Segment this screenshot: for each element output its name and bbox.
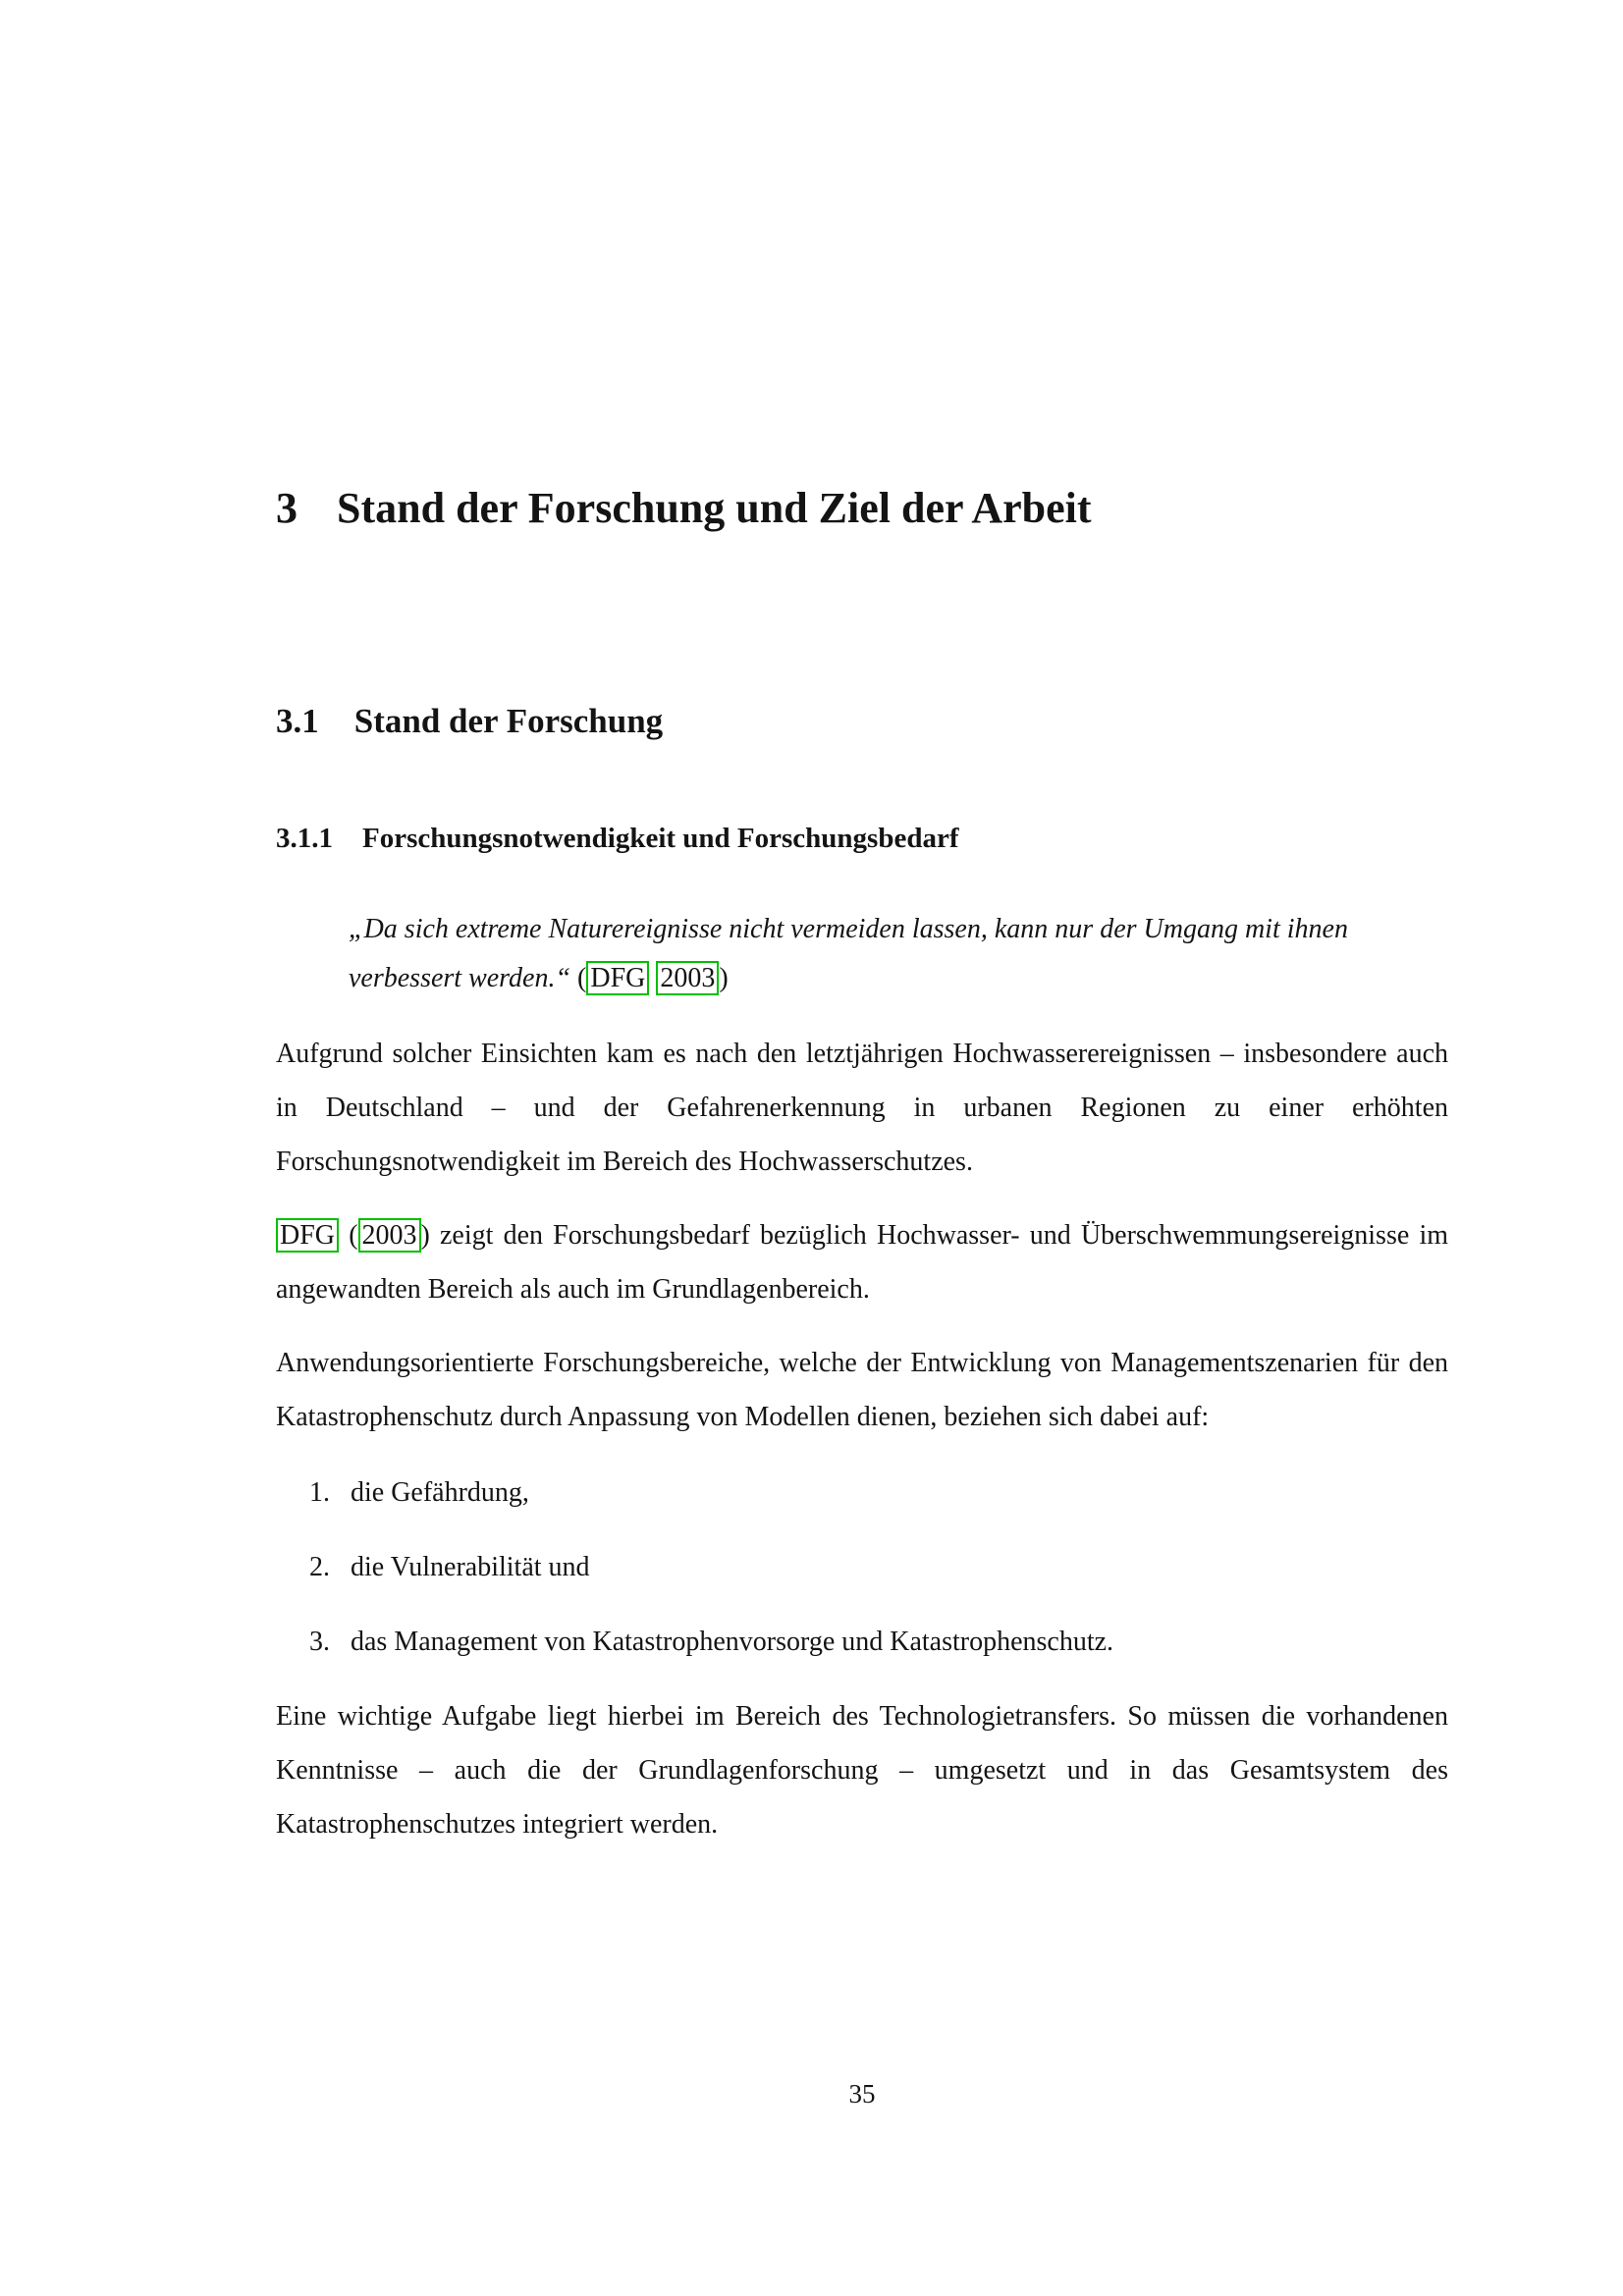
list-item [276,1540,1448,1594]
section-title: Stand der Forschung [353,702,664,740]
block-quote [349,905,1380,1003]
paragraph-technologietransfer: Eine wichtige Aufgabe liegt hierbei im Bereich des Technologietransfers. So müssen die vorhandenen Kenntnisse – auch die der Grundlagenforschung – umgesetzt und in das Gesamtsystem des Katastrophenschutzes integriert werden. [276,1701,1448,1840]
subsection-title: Forschungsnotwendigkeit und Forschungsbedarf [362,823,959,854]
chapter-number: 3 [276,484,298,532]
citation-paren-open: ( [577,963,587,993]
subsection-number: 3.1.1 [276,823,333,854]
citation [577,961,729,995]
section-number: 3.1 [276,702,319,740]
list-item-text: die Gefährdung, [351,1477,529,1508]
list-item-number: 1. [309,1477,330,1508]
enumerated-list [276,1466,1448,1669]
paragraph-forschungsbedarf [276,1208,1448,1316]
citation-link-author[interactable]: DFG [276,1218,339,1253]
list-item [276,1466,1448,1520]
section-heading [276,701,1448,742]
citation-paren-open: ( [349,1220,358,1251]
citation-link-year[interactable]: 2003 [358,1218,421,1253]
chapter-heading [276,483,1448,534]
paragraph-forschungsnotwendigkeit: Aufgrund solcher Einsichten kam es nach den letztjährigen Hochwasserereignissen – insbesondere auch in Deutschland – und der Gefahrenerkennung in urbanen Regionen zu einer erhöhten Forschungsnotwendigkeit im Bereich des Hochwasserschutzes. [276,1039,1448,1177]
chapter-title: Stand der Forschung und Ziel der Arbeit [337,484,1092,532]
list-item-number: 2. [309,1552,330,1582]
page-number: 35 [848,2079,876,2109]
list-item-number: 3. [309,1627,330,1657]
paragraph-text: ) zeigt den Forschungsbedarf bezüglich Hochwasser- und Überschwemmungsereignisse im angewandten Bereich als auch im Grundlagenbereich. [276,1220,1449,1305]
list-item [276,1615,1448,1669]
citation-link-year[interactable]: 2003 [656,961,719,995]
citation-paren-close: ) [719,963,729,993]
list-item-text: das Management von Katastrophenvorsorge und Katastrophenschutz. [351,1627,1114,1657]
paragraph-anwendungsorientiert: Anwendungsorientierte Forschungsbereiche, welche der Entwicklung von Managementszenarien für den Katastrophenschutz durch Anpassung von Modellen dienen, beziehen sich dabei auf: [276,1348,1448,1432]
quote-text: „Da sich extreme Naturereignisse nicht vermeiden lassen, kann nur der Umgang mit ihnen verbessert werden.“ [349,914,1348,993]
text-block [276,0,1448,1851]
citation-link-author[interactable]: DFG [586,961,649,995]
subsection-heading [276,821,1448,856]
list-item-text: die Vulnerabilität und [351,1552,590,1582]
